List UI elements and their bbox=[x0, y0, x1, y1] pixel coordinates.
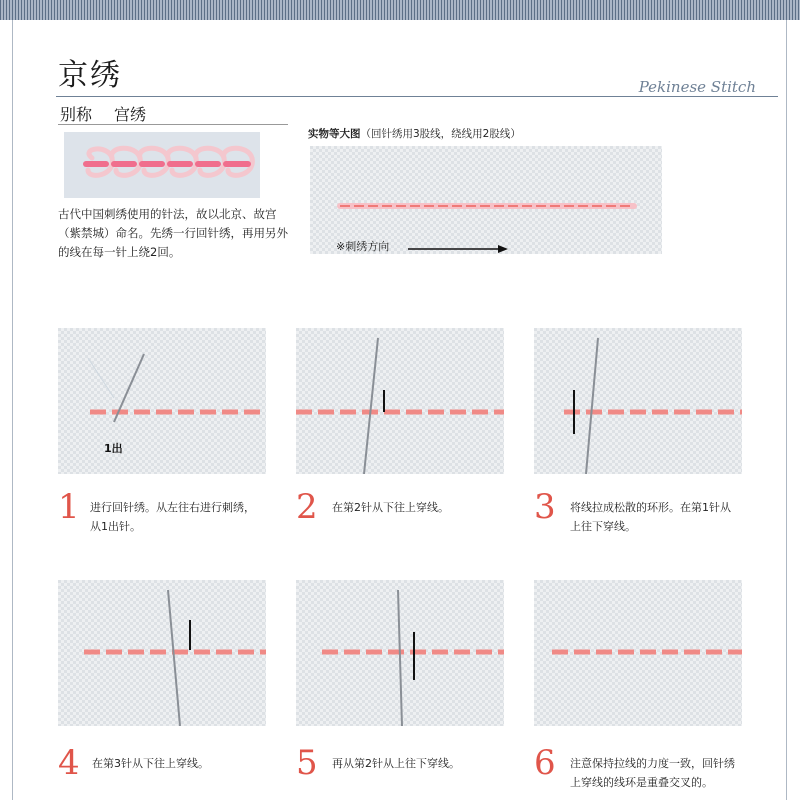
step-1-number: 1 bbox=[58, 487, 80, 527]
page bbox=[18, 20, 778, 800]
alias-underline bbox=[58, 124, 288, 125]
actual-size-caption bbox=[308, 126, 521, 141]
alias-value: 宫绣 bbox=[114, 105, 147, 124]
alias-line bbox=[60, 102, 146, 125]
step-2-text: 在第2针从下往上穿线。 bbox=[332, 501, 449, 514]
step-6-photo bbox=[534, 580, 742, 726]
step-5-photo bbox=[296, 580, 504, 726]
title-rule bbox=[56, 96, 778, 97]
page-border-right bbox=[786, 20, 787, 800]
page-border-left bbox=[12, 20, 13, 800]
step-4-text: 在第3针从下往上穿线。 bbox=[92, 757, 209, 770]
actual-size-note: （回针绣用3股线，绕线用2股线） bbox=[360, 128, 521, 140]
intro-text: 古代中国刺绣使用的针法，故以北京、故宫（紫禁城）命名。先绣一行回针绣，再用另外的线在每一针上绕2回。 bbox=[58, 207, 288, 259]
alias-label: 别称 bbox=[60, 105, 93, 124]
top-decorative-band bbox=[0, 0, 800, 20]
step-3-photo bbox=[534, 328, 742, 474]
right-arrow-icon bbox=[408, 244, 508, 254]
step-1-photo bbox=[58, 328, 266, 474]
step-1-out-label: 1出 bbox=[104, 442, 123, 455]
step-5-text: 再从第2针从上往下穿线。 bbox=[332, 757, 460, 770]
step-6-text: 注意保持拉线的力度一致，回针绣上穿线的线环是重叠交叉的。 bbox=[570, 757, 735, 789]
step-1-text: 进行回针绣。从左往右进行刺绣，从1出针。 bbox=[90, 501, 255, 533]
step-4-number: 4 bbox=[58, 743, 80, 783]
step-2-photo bbox=[296, 328, 504, 474]
actual-size-label: 实物等大图 bbox=[308, 128, 361, 140]
step-6-number: 6 bbox=[534, 743, 556, 783]
step-5-number: 5 bbox=[296, 743, 318, 783]
step-3-number: 3 bbox=[534, 487, 556, 527]
direction-label: ※刺绣方向 bbox=[336, 240, 390, 253]
page-title: 京绣 bbox=[58, 58, 122, 93]
step-4-photo bbox=[58, 580, 266, 726]
step-2-number: 2 bbox=[296, 487, 318, 527]
step-3-text: 将线拉成松散的环形。在第1针从上往下穿线。 bbox=[570, 501, 731, 533]
page-subtitle: Pekinese Stitch bbox=[638, 78, 756, 96]
